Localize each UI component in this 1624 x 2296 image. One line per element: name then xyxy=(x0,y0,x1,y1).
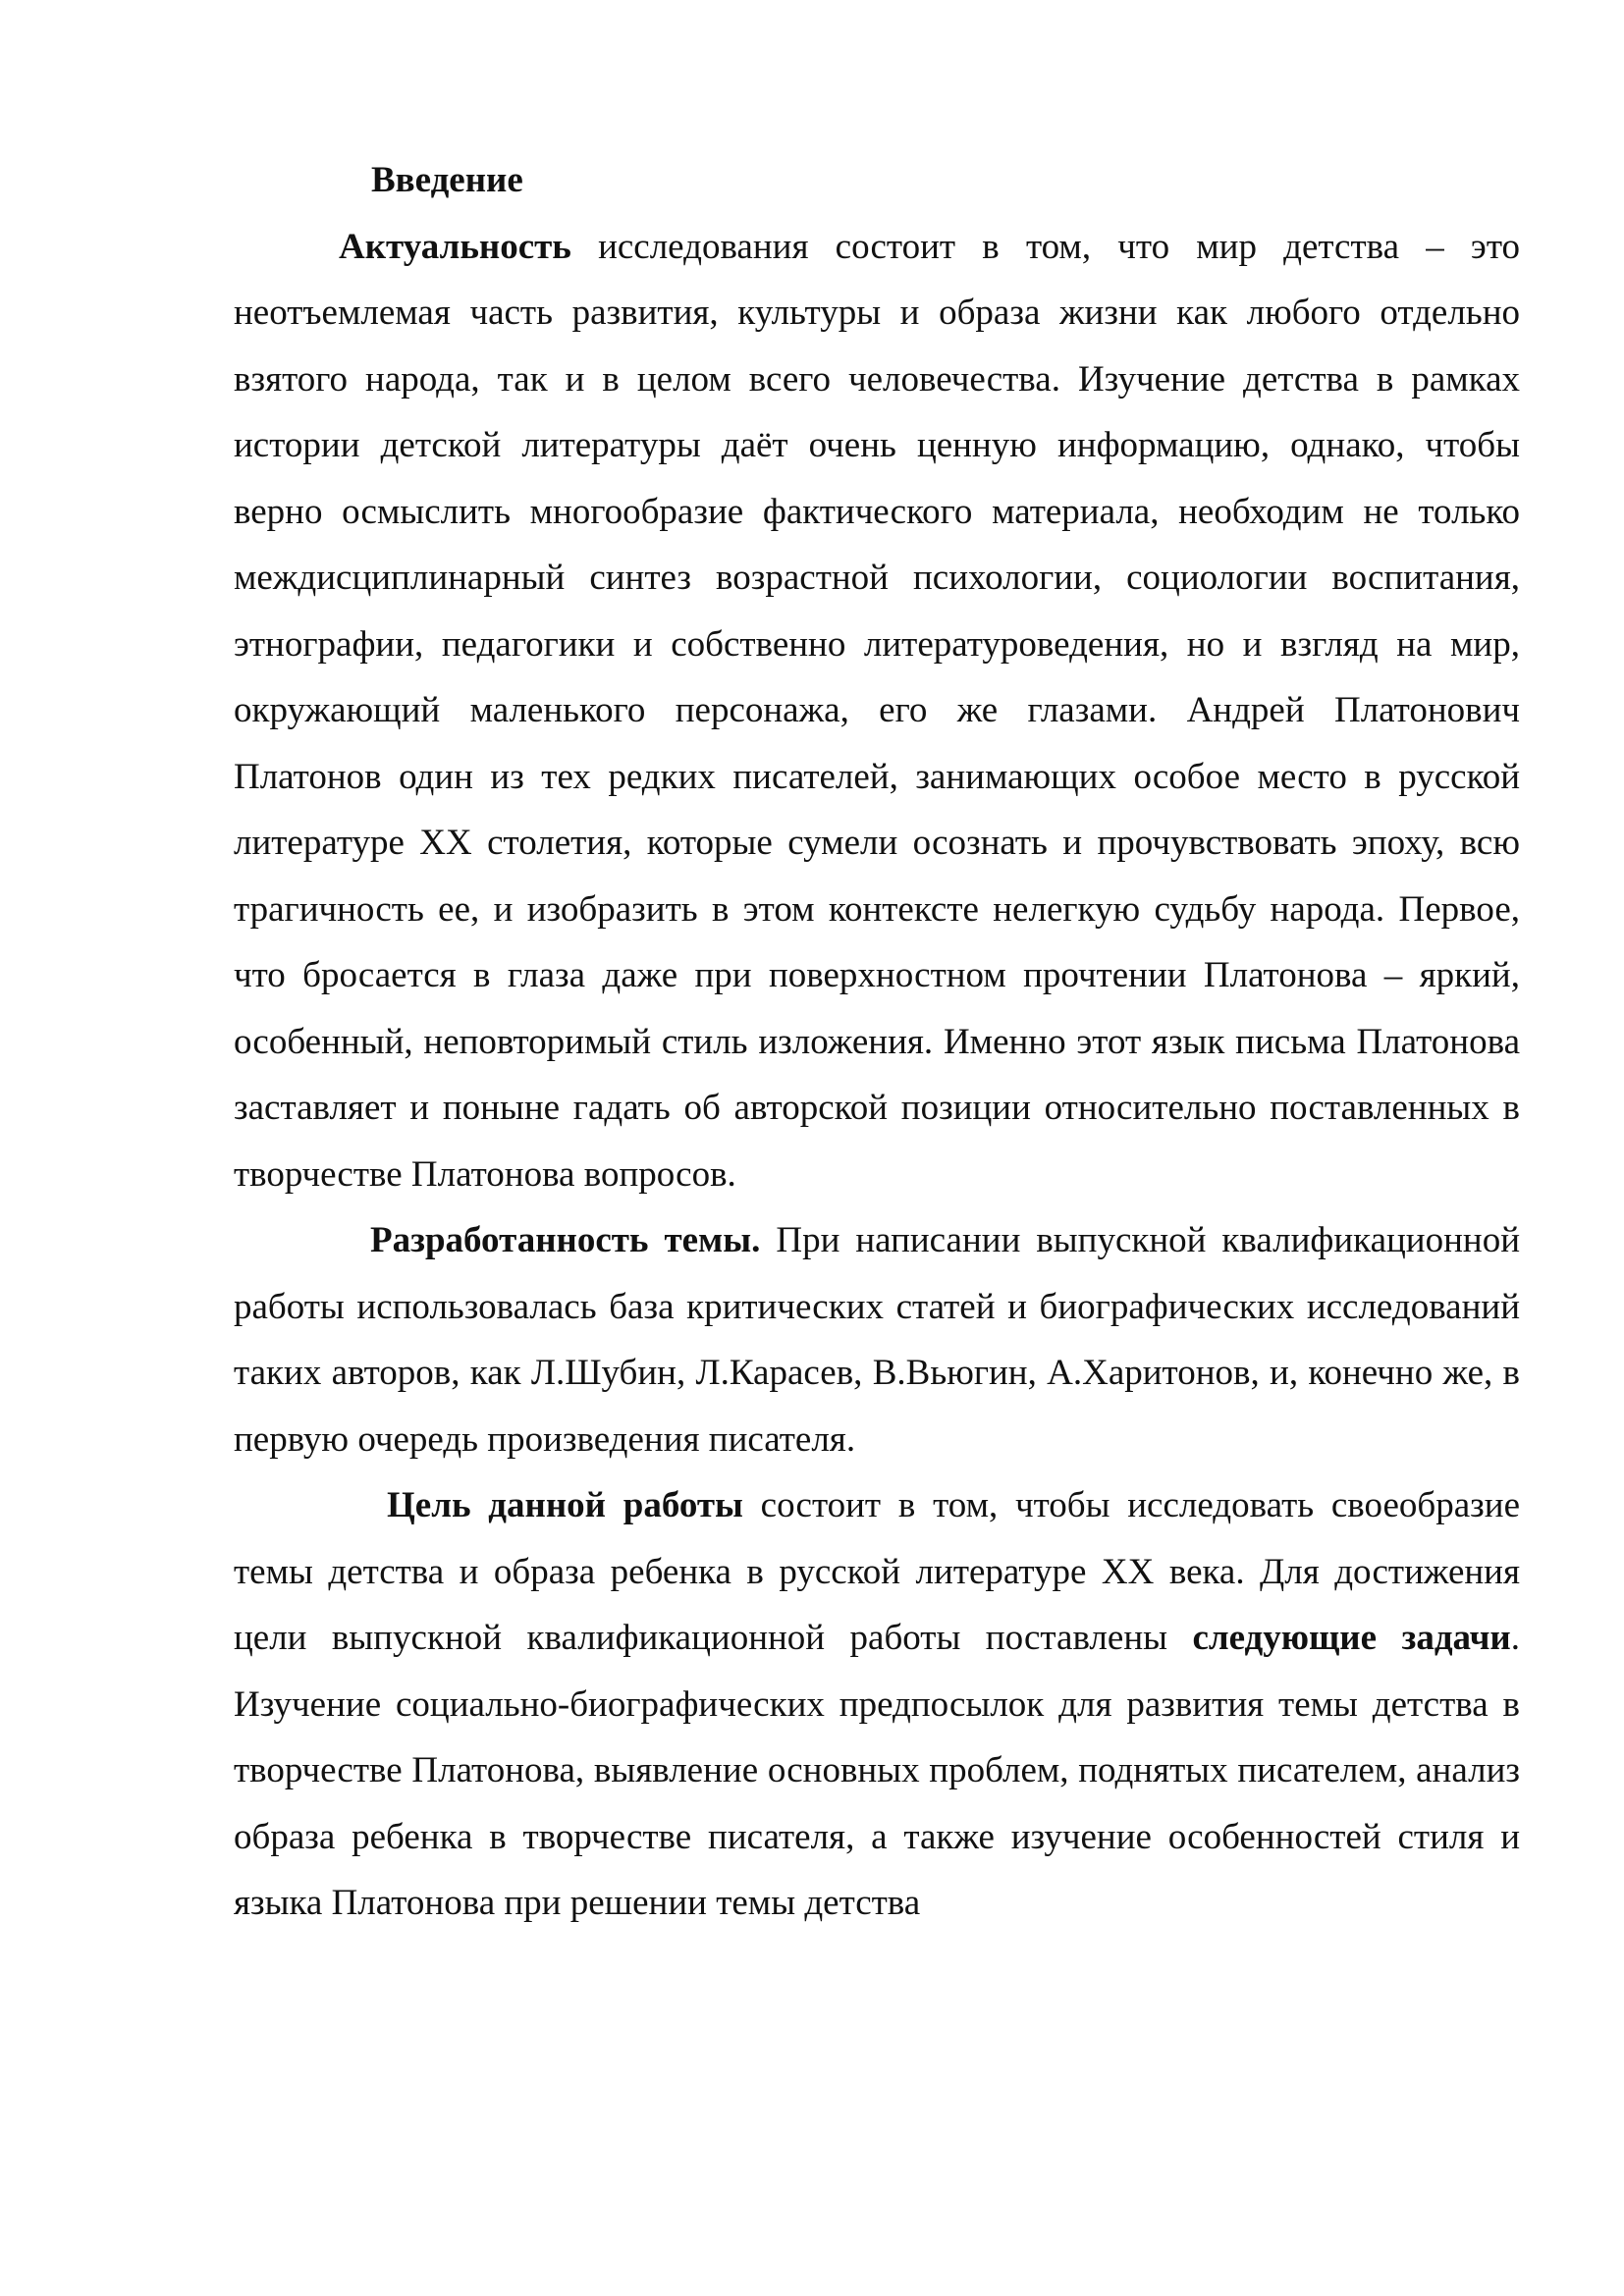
section-heading: Введение xyxy=(371,160,523,200)
paragraph-lead-bold: Актуальность xyxy=(339,226,571,267)
paragraph-inline-bold: следующие задачи xyxy=(1192,1618,1511,1658)
paragraph-goal xyxy=(234,1472,1520,1937)
paragraph-text: состоит в том, чтобы исследовать своеобразие темы детства и образа ребенка в русской литературе XX века. Для достижения цели выпускной квалификационной работы поставлены xyxy=(234,1485,1520,1658)
paragraph-elaboration xyxy=(234,1207,1520,1472)
paragraph-lead-bold: Разработанность темы. xyxy=(370,1220,761,1260)
paragraph-text: исследования состоит в том, что мир детства – это неотъемлемая часть развития, культуры и образа жизни как любого отдельно взятого народа, так и в целом всего человечества. Изучение детства в рамках истории детской литературы даёт очень ценную информацию, однако, чтобы верно осмыслить многообразие фактического материала, необходим не только междисциплинарный синтез возрастной психологии, социологии воспитания, этнографии, педагогики и собственно литературоведения, но и взгляд на мир, окружающий маленького персонажа, его же глазами. Андрей Платонович Платонов один из тех редких писателей, занимающих особое место в русской литературе XX столетия, которые сумели осознать и прочувствовать эпоху, всю трагичность ее, и изобразить в этом контексте нелегкую судьбу народа. Первое, что бросается в глаза даже при поверхностном прочтении Платонова – яркий, особенный, неповторимый стиль изложения. Именно этот язык письма Платонова заставляет и поныне гадать об авторской позиции относительно поставленных в творчестве Платонова вопросов. xyxy=(234,226,1520,1195)
document-body xyxy=(234,147,1520,1937)
paragraph-relevance xyxy=(234,214,1520,1208)
paragraph-lead-bold: Цель данной работы xyxy=(387,1485,743,1525)
paragraph-text: . Изучение социально-биографических предпосылок для развития темы детства в творчестве Платонова, выявление основных проблем, поднятых писателем, анализ образа ребенка в творчестве писателя, а также изучение особенностей стиля и языка Платонова при решении темы детства xyxy=(234,1618,1521,1923)
paragraph-text: При написании выпускной квалификационной работы использовалась база критических статей и биографических исследований таких авторов, как Л.Шубин, Л.Карасев, В.Вьюгин, А.Харитонов, и, конечно же, в первую очередь произведения писателя. xyxy=(234,1220,1521,1460)
